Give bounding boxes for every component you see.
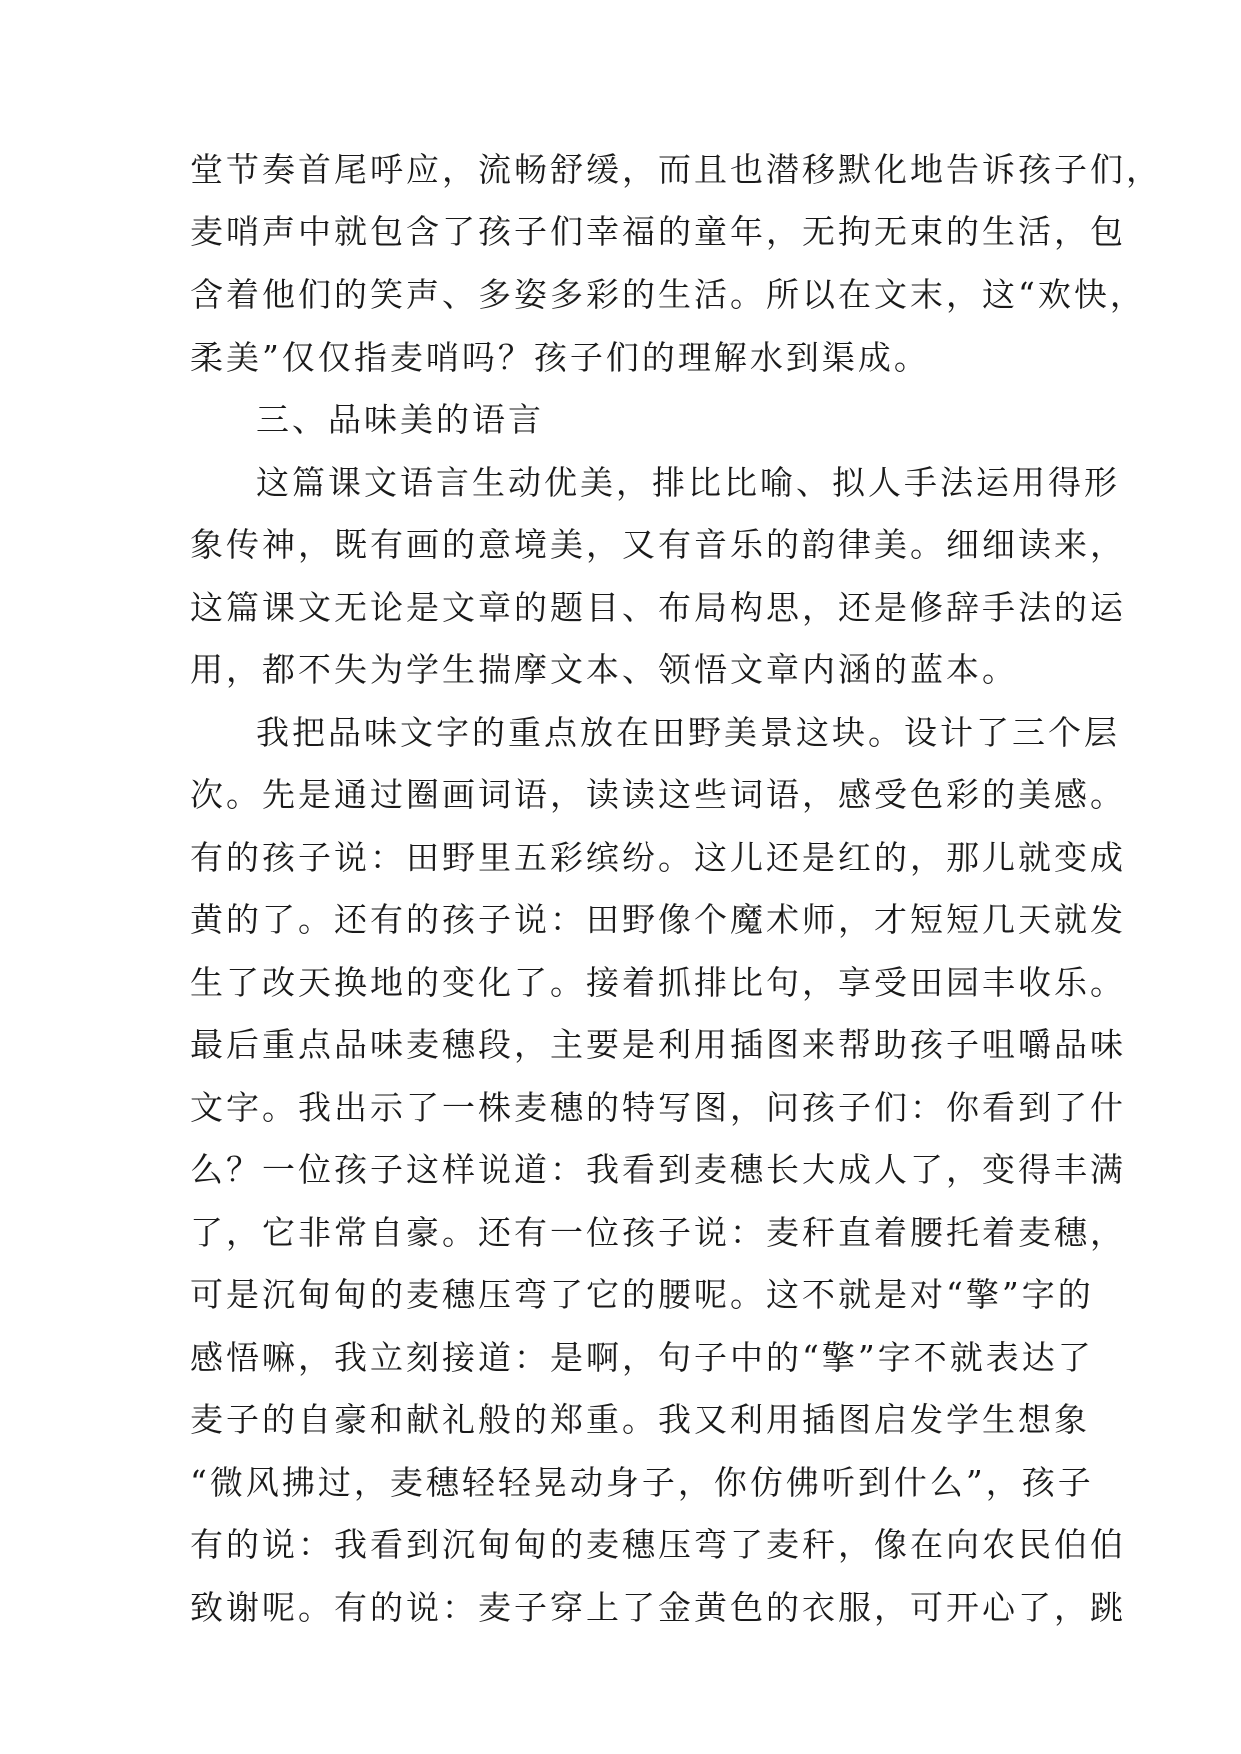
text-line: 生了改天换地的变化了。接着抓排比句，享受田园丰收乐。 xyxy=(190,963,1126,1002)
text-line: 柔美”仅仅指麦哨吗？孩子们的理解水到渠成。 xyxy=(190,338,930,377)
text-line: 有的孩子说：田野里五彩缤纷。这儿还是红的，那儿就变成 xyxy=(190,838,1126,877)
text-line: 文字。我出示了一株麦穗的特写图，问孩子们：你看到了什 xyxy=(190,1088,1126,1127)
text-line: 有的说：我看到沉甸甸的麦穗压弯了麦秆，像在向农民伯伯 xyxy=(190,1525,1126,1564)
text-line: 含着他们的笑声、多姿多彩的生活。所以在文末，这“欢快， xyxy=(190,275,1146,314)
text-line: 堂节奏首尾呼应，流畅舒缓，而且也潜移默化地告诉孩子们， xyxy=(190,150,1162,189)
text-line: 可是沉甸甸的麦穗压弯了它的腰呢。这不就是对“擎”字的 xyxy=(190,1275,1094,1314)
text-line: 这篇课文无论是文章的题目、布局构思，还是修辞手法的运 xyxy=(190,588,1126,627)
text-line: 麦子的自豪和献礼般的郑重。我又利用插图启发学生想象 xyxy=(190,1400,1090,1439)
text-line: 用，都不失为学生揣摩文本、领悟文章内涵的蓝本。 xyxy=(190,650,1018,689)
text-line: 么？一位孩子这样说道：我看到麦穗长大成人了，变得丰满 xyxy=(190,1150,1126,1189)
text-line: 象传神，既有画的意境美，又有音乐的韵律美。细细读来， xyxy=(190,525,1126,564)
text-line: 这篇课文语言生动优美，排比比喻、拟人手法运用得形 xyxy=(256,463,1120,502)
text-line: 麦哨声中就包含了孩子们幸福的童年，无拘无束的生活，包 xyxy=(190,212,1126,251)
text-line: 致谢呢。有的说：麦子穿上了金黄色的衣服，可开心了，跳 xyxy=(190,1588,1126,1627)
text-line: 了，它非常自豪。还有一位孩子说：麦秆直着腰托着麦穗， xyxy=(190,1213,1126,1252)
text-line: “微风拂过，麦穗轻轻晃动身子，你仿佛听到什么”，孩子 xyxy=(190,1463,1094,1502)
text-line: 感悟嘛，我立刻接道：是啊，句子中的“擎”字不就表达了 xyxy=(190,1338,1094,1377)
section-heading: 三、品味美的语言 xyxy=(256,400,544,439)
text-line: 最后重点品味麦穗段，主要是利用插图来帮助孩子咀嚼品味 xyxy=(190,1025,1126,1064)
text-line: 黄的了。还有的孩子说：田野像个魔术师，才短短几天就发 xyxy=(190,900,1126,939)
text-line: 次。先是通过圈画词语，读读这些词语，感受色彩的美感。 xyxy=(190,775,1126,814)
text-line: 我把品味文字的重点放在田野美景这块。设计了三个层 xyxy=(256,713,1120,752)
